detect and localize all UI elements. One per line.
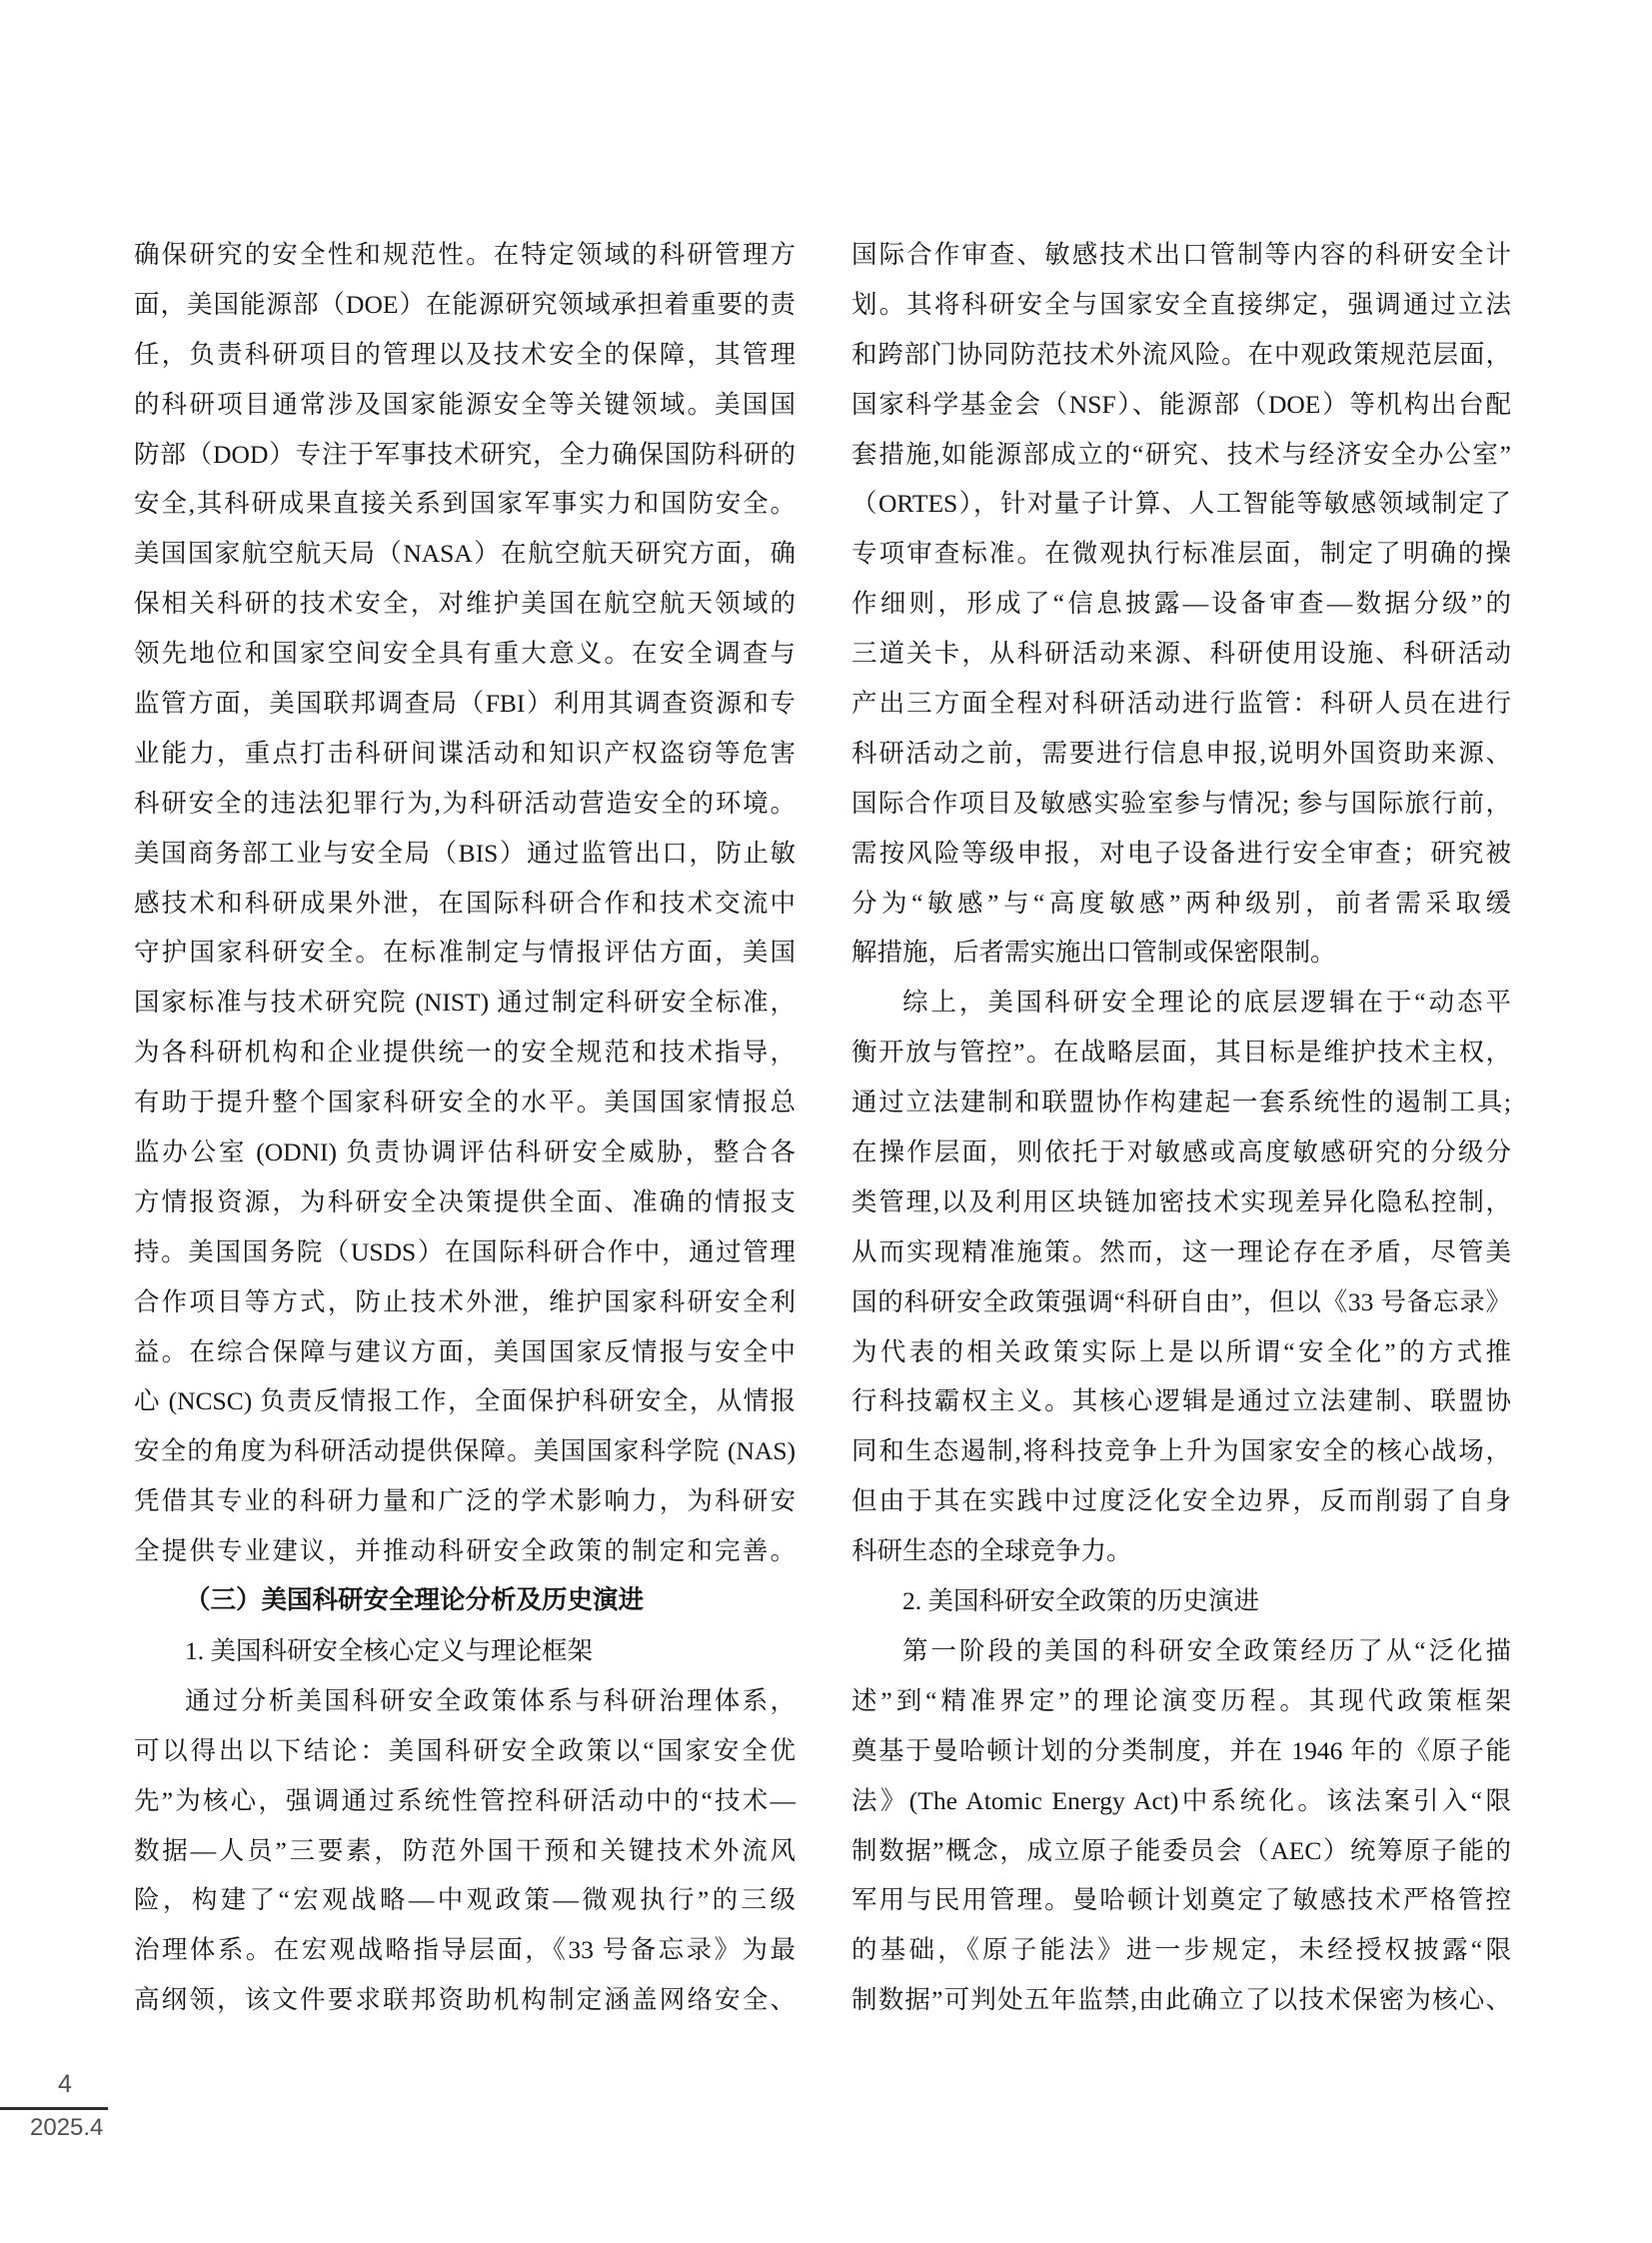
text-line: 为代表的相关政策实际上是以所谓“安全化”的方式推 <box>851 1336 1511 1366</box>
text-line: 防部（DOD）专注于军事技术研究，全力确保国防科研的 <box>134 439 796 469</box>
text-line: 从而实现精准施策。然而，这一理论存在矛盾，尽管美 <box>851 1236 1511 1266</box>
text-line: 保相关科研的技术安全，对维护美国在航空航天领域的 <box>134 589 796 619</box>
issue-label: 2025.4 <box>30 2114 104 2141</box>
text-line: 美国商务部工业与安全局（BIS）通过监管出口，防止敏 <box>134 838 796 868</box>
text-line: 任，负责科研项目的管理以及技术安全的保障，其管理 <box>134 339 796 369</box>
text-line: 安全的角度为科研活动提供保障。美国国家科学院 (NAS) <box>134 1436 796 1466</box>
text-line: 划。其将科研安全与国家安全直接绑定，强调通过立法 <box>851 289 1511 319</box>
text-line: 三道关卡，从科研活动来源、科研使用设施、科研活动 <box>851 639 1511 669</box>
text-line: 行科技霸权主义。其核心逻辑是通过立法建制、联盟协 <box>851 1386 1511 1416</box>
text-line: 国家科学基金会（NSF）、能源部（DOE）等机构出台配 <box>851 389 1511 419</box>
text-line: 感技术和科研成果外泄，在国际科研合作和技术交流中 <box>134 888 796 918</box>
text-line: 国际合作项目及敏感实验室参与情况; 参与国际旅行前， <box>851 788 1511 818</box>
text-line: 方情报资源，为科研安全决策提供全面、准确的情报支 <box>134 1186 796 1216</box>
footer-rule <box>0 2107 108 2110</box>
text-line: 持。美国国务院（USDS）在国际科研合作中，通过管理 <box>134 1236 796 1266</box>
subsection-heading: 2. 美国科研安全政策的历史演进 <box>902 1586 1260 1616</box>
text-line: 制数据”可判处五年监禁,由此确立了以技术保密为核心、 <box>851 1985 1511 2015</box>
text-line: 数据—人员”三要素，防范外国干预和关键技术外流风 <box>134 1835 796 1865</box>
text-line: 险，构建了“宏观战略—中观政策—微观执行”的三级 <box>134 1885 796 1915</box>
page-number: 4 <box>58 2070 72 2098</box>
text-line: 通过立法建制和联盟协作构建起一套系统性的遏制工具; <box>851 1088 1511 1118</box>
text-line: 综上，美国科研安全理论的底层逻辑在于“动态平 <box>902 988 1511 1018</box>
text-line: 合作项目等方式，防止技术外泄，维护国家科研安全利 <box>134 1286 796 1316</box>
text-line: 国的科研安全政策强调“科研自由”，但以《33 号备忘录》 <box>851 1286 1511 1316</box>
text-column-right <box>851 230 1511 2025</box>
text-line: 述”到“精准界定”的理论演变历程。其现代政策框架 <box>851 1685 1511 1715</box>
text-line: 业能力，重点打击科研间谍活动和知识产权盗窃等危害 <box>134 738 796 768</box>
text-line: 监办公室 (ODNI) 负责协调评估科研安全威胁，整合各 <box>134 1137 796 1167</box>
text-line: 为各科研机构和企业提供统一的安全规范和技术指导， <box>134 1038 796 1068</box>
text-line: 科研安全的违法犯罪行为,为科研活动营造安全的环境。 <box>134 788 796 818</box>
text-line: 监管方面，美国联邦调查局（FBI）利用其调查资源和专 <box>134 689 796 719</box>
text-line: 国家标准与技术研究院 (NIST) 通过制定科研安全标准， <box>134 988 796 1018</box>
text-line: 需按风险等级申报，对电子设备进行安全审查；研究被 <box>851 838 1511 868</box>
text-line: 国际合作审查、敏感技术出口管制等内容的科研安全计 <box>851 240 1511 269</box>
text-line: 益。在综合保障与建议方面，美国国家反情报与安全中 <box>134 1336 796 1366</box>
text-line: 领先地位和国家空间安全具有重大意义。在安全调查与 <box>134 639 796 669</box>
text-line: 守护国家科研安全。在标准制定与情报评估方面，美国 <box>134 938 796 968</box>
text-line: 科研活动之前，需要进行信息申报,说明外国资助来源、 <box>851 738 1511 768</box>
text-line: 治理体系。在宏观战略指导层面，《33 号备忘录》为最 <box>134 1935 796 1965</box>
text-line: 心 (NCSC) 负责反情报工作，全面保护科研安全，从情报 <box>134 1386 796 1416</box>
text-column-left <box>134 230 796 2025</box>
text-line: 但由于其在实践中过度泛化安全边界，反而削弱了自身 <box>851 1486 1511 1516</box>
text-line: 的基础，《原子能法》进一步规定，未经授权披露“限 <box>851 1935 1511 1965</box>
text-line: 先”为核心，强调通过系统性管控科研活动中的“技术— <box>134 1785 796 1815</box>
text-line: 的科研项目通常涉及国家能源安全等关键领域。美国国 <box>134 389 796 419</box>
text-line: 套措施,如能源部成立的“研究、技术与经济安全办公室” <box>851 439 1511 469</box>
text-line: 第一阶段的美国的科研安全政策经历了从“泛化描 <box>902 1635 1511 1665</box>
text-line: 科研生态的全球竞争力。 <box>851 1536 1132 1566</box>
text-line: 美国国家航空航天局（NASA）在航空航天研究方面，确 <box>134 539 796 569</box>
text-line: 可以得出以下结论：美国科研安全政策以“国家安全优 <box>134 1735 796 1765</box>
text-line: 通过分析美国科研安全政策体系与科研治理体系， <box>185 1685 796 1715</box>
text-line: 解措施，后者需实施出口管制或保密限制。 <box>851 938 1336 968</box>
text-line: 全提供专业建议，并推动科研安全政策的制定和完善。 <box>134 1536 796 1566</box>
text-line: 面，美国能源部（DOE）在能源研究领域承担着重要的责 <box>134 289 796 319</box>
text-line: 分为“敏感”与“高度敏感”两种级别，前者需采取缓 <box>851 888 1511 918</box>
text-line: 制数据”概念，成立原子能委员会（AEC）统筹原子能的 <box>851 1835 1511 1865</box>
text-line: 军用与民用管理。曼哈顿计划奠定了敏感技术严格管控 <box>851 1885 1511 1915</box>
section-heading: （三）美国科研安全理论分析及历史演进 <box>185 1586 645 1615</box>
text-line: 专项审查标准。在微观执行标准层面，制定了明确的操 <box>851 539 1511 569</box>
text-line: 作细则，形成了“信息披露—设备审查—数据分级”的 <box>851 589 1511 619</box>
text-line: 确保研究的安全性和规范性。在特定领域的科研管理方 <box>134 240 796 269</box>
text-line: 法》(The Atomic Energy Act)中系统化。该法案引入“限 <box>851 1785 1511 1815</box>
subsection-heading: 1. 美国科研安全核心定义与理论框架 <box>185 1635 594 1665</box>
text-line: 衡开放与管控”。在战略层面，其目标是维护技术主权， <box>851 1038 1511 1068</box>
text-line: 和跨部门协同防范技术外流风险。在中观政策规范层面， <box>851 339 1511 369</box>
text-line: 产出三方面全程对科研活动进行监管：科研人员在进行 <box>851 689 1511 719</box>
text-line: 有助于提升整个国家科研安全的水平。美国国家情报总 <box>134 1088 796 1118</box>
text-line: 类管理,以及利用区块链加密技术实现差异化隐私控制， <box>851 1186 1511 1216</box>
text-line: （ORTES），针对量子计算、人工智能等敏感领域制定了 <box>851 489 1511 519</box>
text-line: 在操作层面，则依托于对敏感或高度敏感研究的分级分 <box>851 1137 1511 1167</box>
text-line: 同和生态遏制,将科技竞争上升为国家安全的核心战场， <box>851 1436 1511 1466</box>
text-line: 凭借其专业的科研力量和广泛的学术影响力，为科研安 <box>134 1486 796 1516</box>
text-line: 高纲领，该文件要求联邦资助机构制定涵盖网络安全、 <box>134 1985 796 2015</box>
text-line: 安全,其科研成果直接关系到国家军事实力和国防安全。 <box>134 489 796 519</box>
text-line: 奠基于曼哈顿计划的分类制度，并在 1946 年的《原子能 <box>851 1735 1511 1765</box>
